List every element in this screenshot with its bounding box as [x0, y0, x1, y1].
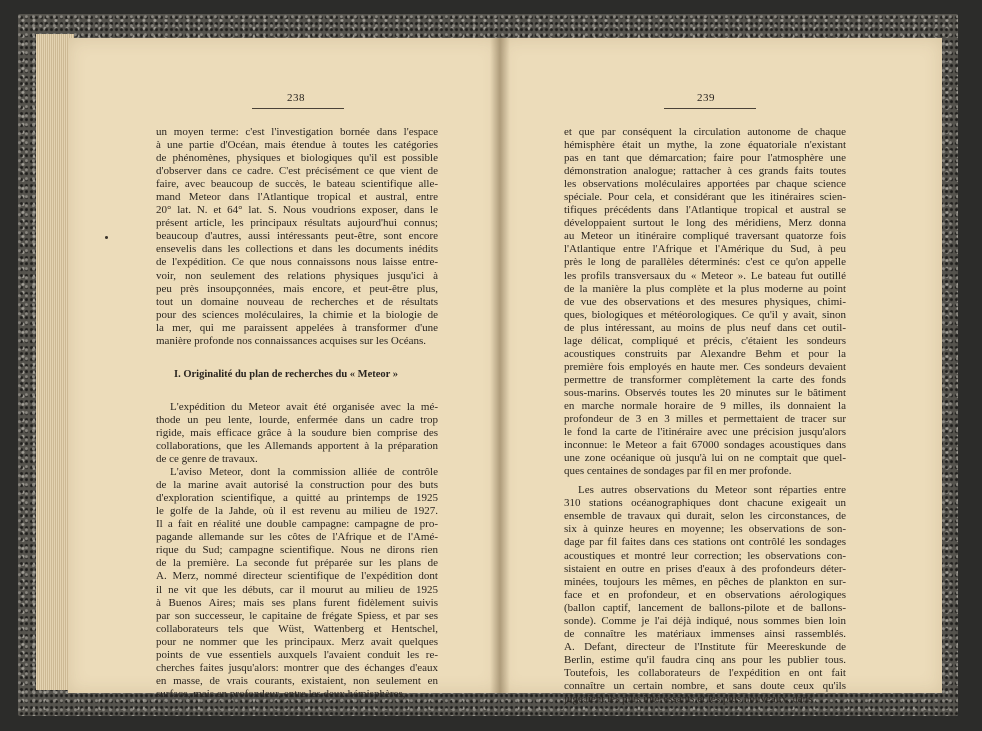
- text-line: peu près insoupçonnées, mais encore, et peut-être plus,: [156, 282, 438, 295]
- text-line: la mer, qui me paraissent appelées à transformer d'une: [156, 321, 438, 334]
- text-line: le golfe de la Jahde, où il est revenu au milieu de 1927.: [156, 505, 438, 518]
- text-line: à Buenos Aires; mais ses plans furent fidèlement suivis: [156, 596, 438, 609]
- text-line: présent article, les principaux résultats aujourd'hui connus;: [156, 217, 438, 230]
- text-line: acoustiques construits par Alexandre Behm et pour la: [564, 347, 846, 360]
- text-line: première fois employés en haute mer. Ces sondeurs devaient: [564, 360, 846, 373]
- text-line: spéciale. Pour cela, et considérant que les itinéraires scien-: [564, 191, 846, 204]
- text-line: ensemble de travaux qui durait, selon les circonstances, de: [564, 510, 846, 523]
- text-line: 310 stations océanographiques dont chacune exigeait un: [564, 497, 846, 510]
- text-line: points de vue essentiels auxquels l'avaient conduit les re-: [156, 648, 438, 661]
- text-line: jugeaient les plus intéressants et les plus nouveaux, dans: [564, 693, 813, 706]
- text-line: l'Atlantique entre l'Afrique et l'Amérique du Sud, à peu: [564, 243, 846, 256]
- text-line: d'observer dans ce cadre. C'est précisément ce que vient de: [156, 165, 438, 178]
- text-line: ensevelis dans les collections et dans les documents inédits: [156, 243, 438, 256]
- text-line: pour ne nommer que les principaux. Merz avait quelques: [156, 635, 438, 648]
- text-line: cherches faites jusqu'alors: montrer que des échanges d'eaux: [156, 661, 438, 674]
- text-line: thode un peu lente, lourde, enfermée dans un cadre trop: [156, 413, 438, 426]
- text-line: de la première. La seconde fut préparée sur les plans de: [156, 557, 438, 570]
- text-line: surface, mais en profondeur, entre les deux hémisphères,: [156, 687, 406, 700]
- text-line: voir, non seulement des relations physiques jusqu'ici à: [156, 269, 438, 282]
- text-line: collaborateurs tels que Wüst, Wattenberg et Hentschel,: [156, 622, 438, 635]
- text-line: de connaître les matériaux immenses ainsi rassemblés.: [564, 627, 846, 640]
- text-line: tifiques précédents dans l'Atlantique tropical et austral se: [564, 204, 846, 217]
- text-line: rigide, mais efficace grâce à la soudure bien comprise des: [156, 426, 438, 439]
- text-line: lage délicat, compliqué et précis, c'étaient les sondeurs: [564, 334, 846, 347]
- text-line: acoustiques et montré leur correction; les observations con-: [564, 549, 846, 562]
- text-line: une zone océanique où jusqu'à lui on ne comptait que quel-: [564, 452, 846, 465]
- text-line: face et en profondeur, et en observations aérologiques: [564, 588, 846, 601]
- text-line: ques centaines de sondages par fil en mer profonde.: [564, 465, 792, 478]
- text-line: de la marine avait autorisé la construction pour des buts: [156, 479, 438, 492]
- text-line: démonstration analogue; rattacher à ces grands faits toutes: [564, 165, 846, 178]
- right-text-column: [564, 126, 846, 706]
- text-line: dage par fil faites dans ces stations ont contrôlé les sondages: [564, 536, 846, 549]
- text-line: A. Defant, directeur de l'Institute für Meereskunde de: [564, 640, 846, 653]
- text-line: les observations moléculaires apportées par chaque science: [564, 178, 846, 191]
- right-header-rule: [664, 108, 756, 109]
- text-line: un moyen terme: c'est l'investigation bornée dans l'espace: [156, 126, 438, 138]
- text-line: beaucoup d'autres, aussi intéressants peut-être, sont encore: [156, 230, 438, 243]
- text-line: manière profonde nos connaissances acquises sur les Océans.: [156, 334, 427, 347]
- text-line: A. Merz, nommé directeur scientifique de l'expédition dont: [156, 570, 438, 583]
- text-line: connaître un certain nombre, et sans doute ceux qu'ils: [564, 679, 846, 692]
- text-line: Les autres observations du Meteor sont réparties entre: [578, 484, 846, 497]
- right-paragraph-1: [564, 126, 846, 478]
- text-line: faire, avec beaucoup de succès, le bateau scientifique alle-: [156, 178, 438, 191]
- left-paragraph-1: [156, 126, 438, 348]
- text-line: Berlin, estime qu'il faudra cinq ans pour les publier tous.: [564, 653, 846, 666]
- text-line: au Meteor un itinéraire compliqué traversant quatorze fois: [564, 230, 846, 243]
- text-line: et que par conséquent la circulation autonome de chaque: [564, 126, 846, 138]
- text-line: profondeur de 3 en 3 milles et permettaient de tracer sur: [564, 413, 846, 426]
- section-heading: I. Originalité du plan de recherches du « Meteor »: [174, 368, 398, 380]
- left-paragraph-2: [156, 401, 438, 466]
- text-line: pagande allemande sur les côtes de l'Afrique et de l'Amé-: [156, 531, 438, 544]
- text-line: collaborations, que les Allemands apportent à la préparation: [156, 439, 438, 452]
- text-line: ques, biologiques et météorologiques. Ce qu'il y avait, sinon: [564, 308, 846, 321]
- text-line: sonde). Comme je l'ai déjà indiqué, nous sommes bien loin: [564, 614, 846, 627]
- right-page-number: 239: [697, 92, 715, 104]
- text-line: L'aviso Meteor, dont la commission alliée de contrôle: [170, 466, 438, 479]
- text-line: (ballon captif, lancement de ballons-pilote et de ballons-: [564, 601, 846, 614]
- text-line: de phénomènes, physiques et biologiques qu'il est possible: [156, 152, 438, 165]
- text-line: de ce genre de travaux.: [156, 453, 258, 466]
- text-line: sistaient en outre en prises d'eaux à des profondeurs déter-: [564, 562, 846, 575]
- right-paragraph-2: [564, 484, 846, 706]
- text-line: hémisphère était un mythe, la zone équatoriale n'existant: [564, 139, 846, 152]
- text-line: en marche normale horaire de 9 milles, ils donnaient la: [564, 399, 846, 412]
- text-line: minées, toujours les mêmes, en pêches de plankton en sur-: [564, 575, 846, 588]
- text-line: L'expédition du Meteor avait été organisée avec la mé-: [170, 400, 438, 413]
- left-page-number: 238: [287, 92, 305, 104]
- text-line: Il a fait en réalité une double campagne: campagne de pro-: [156, 518, 438, 531]
- text-line: de la manière la plus complète et la plus moderne au point: [564, 282, 846, 295]
- text-line: 20° lat. N. et 64° lat. S. Nous voudrions exposer, dans le: [156, 204, 438, 217]
- text-line: rique du Sud; campagne scientifique. Nous ne dirons rien: [156, 544, 438, 557]
- text-line: par son successeur, le capitaine de frégate Spiess, et par ses: [156, 609, 438, 622]
- text-line: de plus intéressant, au moins de plus neuf dans cet outil-: [564, 321, 846, 334]
- margin-mark: [105, 236, 108, 239]
- text-line: sous-marins. Observés toutes les 20 minutes sur le bâtiment: [564, 386, 846, 399]
- book-gutter: [490, 38, 510, 693]
- text-line: permettre de transformer complètement la carte des fonds: [564, 373, 846, 386]
- text-line: à une partie d'Océan, mais étendue à toutes les catégories: [156, 139, 438, 152]
- text-line: pas en tant que démarcation; faire pour l'atmosphère une: [564, 152, 846, 165]
- left-text-column: [156, 126, 438, 701]
- text-line: six à quinze heures en moyenne; les observations de son-: [564, 523, 846, 536]
- text-line: pour des sciences moléculaires, la chimie et la biologie de: [156, 308, 438, 321]
- left-header-rule: [252, 108, 344, 109]
- text-line: mand Meteor dans l'Atlantique tropical et austral, entre: [156, 191, 438, 204]
- text-line: tout un domaine nouveau de recherches et de résultats: [156, 295, 438, 308]
- text-line: Toutefois, les collaborateurs de l'expédition en ont fait: [564, 666, 846, 679]
- text-line: de vue des observations et des mesures physiques, chimi-: [564, 295, 846, 308]
- text-line: près le long de parallèles déterminés: c'est ce qu'on appelle: [564, 256, 846, 269]
- text-line: en masse, de vrais courants, existaient, non seulement en: [156, 674, 438, 687]
- text-line: développaient surtout le long des méridiens, Merz donna: [564, 217, 846, 230]
- text-line: il ne vit que les débuts, car il mourut au milieu de 1925: [156, 583, 438, 596]
- text-line: les profils transversaux du « Meteor ». Le bateau fut outillé: [564, 269, 846, 282]
- left-paragraph-3: [156, 466, 438, 701]
- text-line: le fond la carte de l'itinéraire avec une précision jusqu'alors: [564, 426, 846, 439]
- text-line: de l'expédition. Ce que nous connaissons nous laisse entre-: [156, 256, 438, 269]
- text-line: d'exploration scientifique, a quitté au printemps de 1925: [156, 492, 438, 505]
- text-line: inconnue: le Meteor a fait 67000 sondages acoustiques dans: [564, 439, 846, 452]
